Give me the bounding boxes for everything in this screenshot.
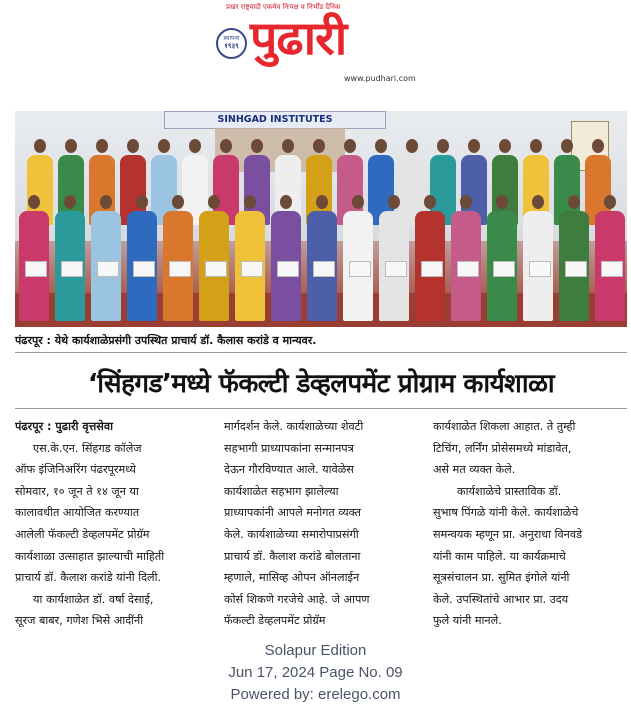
photo-person-head bbox=[592, 139, 604, 153]
photo-person-head bbox=[406, 139, 418, 153]
seal-year: १९३९ bbox=[224, 42, 239, 50]
photo-person-head bbox=[468, 139, 480, 153]
article-line: सूत्रसंचालन प्रा. सुमित इंगोले यांनी bbox=[433, 571, 570, 585]
photo-person-head bbox=[136, 195, 148, 209]
photo-person-head bbox=[530, 139, 542, 153]
article-line: म्हणाले, मासिव्ह ओपन ऑनलाईन bbox=[224, 571, 360, 585]
photo-person-head bbox=[313, 139, 325, 153]
edition-date-page: Jun 17, 2024 Page No. 09 bbox=[228, 664, 403, 681]
edition-name: Solapur Edition bbox=[264, 642, 367, 659]
photo-person-head bbox=[158, 139, 170, 153]
article-line: सोमवार, १० जून ते १४ जून या bbox=[15, 484, 139, 498]
photo-person-head bbox=[437, 139, 449, 153]
newspaper-logo: पुढारी bbox=[250, 11, 347, 65]
photo-person-head bbox=[244, 195, 256, 209]
photo-person-head bbox=[604, 195, 616, 209]
photo-person-head bbox=[28, 195, 40, 209]
photo-person-head bbox=[96, 139, 108, 153]
photo-person-head bbox=[280, 195, 292, 209]
divider bbox=[15, 352, 627, 353]
certificate bbox=[133, 261, 155, 277]
photo-person-head bbox=[460, 195, 472, 209]
photo-person-head bbox=[352, 195, 364, 209]
certificate bbox=[313, 261, 335, 277]
article-line: प्राचार्य डॉ. कैलाश करांडे बोलताना bbox=[224, 549, 361, 563]
photo-person-head bbox=[388, 195, 400, 209]
photo-person-head bbox=[344, 139, 356, 153]
article-line: कार्यशाळेत शिकला आहात. ते तुम्ही bbox=[433, 420, 576, 433]
certificate bbox=[97, 261, 119, 277]
article-line: ऑफ इंजिनिअरिंग पंढरपूरमध्ये bbox=[15, 463, 136, 477]
certificate bbox=[421, 261, 443, 277]
article-line: टिचिंग, लर्निंग प्रोसेसमध्ये मांडावेत, bbox=[433, 441, 572, 455]
certificate bbox=[529, 261, 551, 277]
article-column-1 bbox=[15, 416, 211, 632]
article-column-3 bbox=[433, 416, 629, 632]
article-line: सूरज बाबर, गणेश भिसे आदींनी bbox=[15, 614, 144, 628]
certificate bbox=[205, 261, 227, 277]
masthead-tagline: प्रखर राष्ट्रवादी एकमेव निःपक्ष व निर्भीड दैनिक bbox=[226, 3, 341, 11]
article-line: एस.के.एन. सिंहगड कॉलेज bbox=[33, 441, 142, 455]
photo-person-head bbox=[424, 195, 436, 209]
article-line: सहभागी प्राध्यापकांना सन्मानपत्र bbox=[224, 441, 354, 455]
article-line: मार्गदर्शन केले. कार्यशाळेच्या शेवटी bbox=[224, 420, 364, 433]
photo-person-head bbox=[100, 195, 112, 209]
photo-person-head bbox=[316, 195, 328, 209]
photo-person-head bbox=[499, 139, 511, 153]
article-line: केले. कार्यशाळेच्या समारोपाप्रसंगी bbox=[224, 527, 359, 541]
photo-person-head bbox=[172, 195, 184, 209]
photo-person-head bbox=[208, 195, 220, 209]
photo-caption: पंढरपूर : येथे कार्यशाळेप्रसंगी उपस्थित प्राचार्य डॉ. कैलास करांडे व मान्यवर. bbox=[15, 334, 317, 347]
certificate bbox=[169, 261, 191, 277]
article-line: फॅकल्टी डेव्हलपमेंट प्रोग्रॅम bbox=[224, 614, 326, 628]
edition-footer bbox=[0, 640, 631, 706]
article-line: केले. उपस्थितांचे आभार प्रा. उदय bbox=[433, 592, 569, 606]
photo-person-head bbox=[496, 195, 508, 209]
article-line: कार्यशाळेचे प्रास्ताविक डॉ. bbox=[457, 484, 562, 498]
article-dateline: पंढरपूर : पुढारी वृत्तसेवा bbox=[15, 420, 113, 433]
photo-banner: SINHGAD INSTITUTES bbox=[164, 111, 386, 129]
article-line: या कार्यशाळेत डॉ. वर्षा देसाई, bbox=[33, 592, 154, 606]
divider bbox=[15, 408, 627, 409]
photo-person-head bbox=[220, 139, 232, 153]
photo-person-head bbox=[64, 195, 76, 209]
article-line: समन्वयक म्हणून प्रा. अनुराधा विनवडे bbox=[433, 527, 583, 541]
certificate bbox=[457, 261, 479, 277]
powered-by-link[interactable]: Powered by: erelego.com bbox=[230, 686, 401, 703]
masthead bbox=[0, 0, 631, 92]
photo-person-head bbox=[251, 139, 263, 153]
article-column-2 bbox=[224, 416, 420, 632]
event-photo bbox=[15, 111, 627, 327]
certificate bbox=[349, 261, 371, 277]
article-line: फुले यांनी मानले. bbox=[433, 614, 502, 628]
photo-person-head bbox=[127, 139, 139, 153]
photo-person-head bbox=[568, 195, 580, 209]
certificate bbox=[61, 261, 83, 277]
article-line: आलेली फॅकल्टी डेव्हलपमेंट प्रोग्रॅम bbox=[15, 527, 150, 541]
article-line: सुभाष पिंगळे यांनी केले. कार्यशाळेचे bbox=[433, 506, 579, 520]
photo-person-head bbox=[189, 139, 201, 153]
certificate bbox=[493, 261, 515, 277]
article-line: असे मत व्यक्त केले. bbox=[433, 463, 516, 477]
certificate bbox=[601, 261, 623, 277]
certificate bbox=[25, 261, 47, 277]
article-line: कोर्स शिकणे गरजेचे आहे. जे आपण bbox=[224, 592, 370, 606]
photo-person-head bbox=[532, 195, 544, 209]
photo-person-head bbox=[282, 139, 294, 153]
article-line: देऊन गौरविण्यात आले. यावेळेस bbox=[224, 463, 354, 477]
certificate bbox=[277, 261, 299, 277]
seal-label: स्थापना bbox=[223, 35, 240, 42]
photo-person-head bbox=[561, 139, 573, 153]
article-line: कार्यशाळा उत्साहात झाल्याची माहिती bbox=[15, 549, 165, 563]
certificate bbox=[385, 261, 407, 277]
certificate bbox=[241, 261, 263, 277]
photo-person-head bbox=[34, 139, 46, 153]
article-line: कार्यशाळेत सहभाग झालेल्या bbox=[224, 484, 339, 498]
article-line: प्राध्यापकांनी आपले मनोगत व्यक्त bbox=[224, 506, 362, 520]
article-line: कालावधीत आयोजित करण्यात bbox=[15, 506, 140, 520]
photo-person-head bbox=[375, 139, 387, 153]
photo-person-head bbox=[65, 139, 77, 153]
certificate bbox=[565, 261, 587, 277]
article-line: यांनी काम पाहिले. या कार्यक्रमाचे bbox=[433, 549, 566, 563]
article-line: प्राचार्य डॉ. कैलाश करांडे यांनी दिली. bbox=[15, 571, 162, 585]
site-url: www.pudhari.com bbox=[344, 74, 416, 83]
article-headline: ‘सिंहगड’मध्ये फॅकल्टी डेव्हलपमेंट प्रोग्राम कार्यशाळा bbox=[87, 369, 555, 399]
establishment-seal bbox=[216, 28, 247, 59]
